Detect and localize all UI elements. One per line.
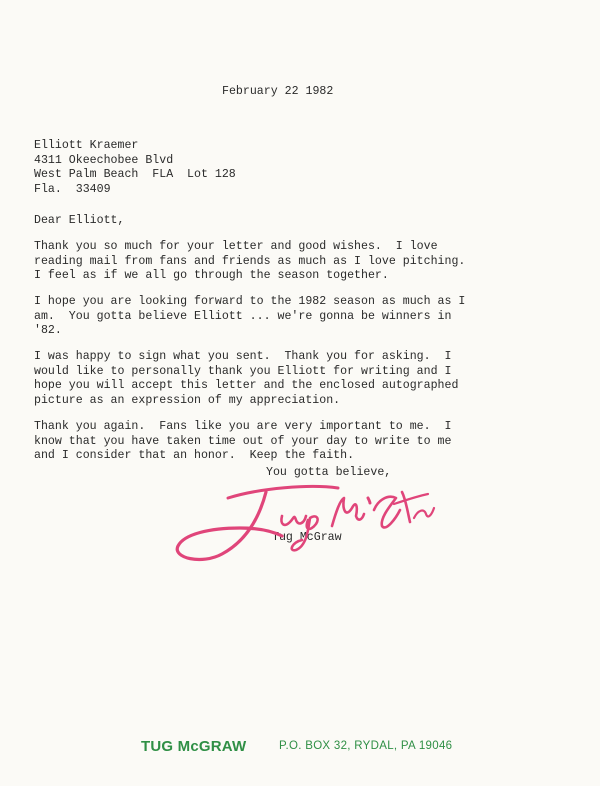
paragraph-line: I hope you are looking forward to the 1982 season as much as I bbox=[34, 295, 466, 308]
paragraph-line: I was happy to sign what you sent. Thank you for asking. I bbox=[34, 350, 452, 363]
closing-line: You gotta believe, bbox=[266, 466, 392, 479]
paragraph-line: know that you have taken time out of your day to write to me bbox=[34, 435, 452, 448]
salutation: Dear Elliott, bbox=[34, 214, 125, 227]
footer-name: TUG McGRAW bbox=[141, 738, 247, 755]
paragraph-line: reading mail from fans and friends as much as I love pitching. bbox=[34, 255, 466, 268]
paragraph-line: and I consider that an honor. Keep the faith. bbox=[34, 449, 355, 462]
typed-signature-name: Tug McGraw bbox=[272, 531, 342, 544]
recipient-street: 4311 Okeechobee Blvd bbox=[34, 154, 174, 167]
letterhead-footer bbox=[0, 738, 600, 758]
letter-date: February 22 1982 bbox=[222, 85, 334, 98]
paragraph-line: Thank you so much for your letter and good wishes. I love bbox=[34, 240, 438, 253]
paragraph-line: am. You gotta believe Elliott ... we're gonna be winners in bbox=[34, 310, 452, 323]
paragraph-line: hope you will accept this letter and the enclosed autographed bbox=[34, 379, 459, 392]
recipient-name: Elliott Kraemer bbox=[34, 139, 139, 152]
paragraph-line: '82. bbox=[34, 324, 62, 337]
paragraph-line: Thank you again. Fans like you are very important to me. I bbox=[34, 420, 452, 433]
recipient-city: West Palm Beach FLA Lot 128 bbox=[34, 168, 236, 181]
paragraph-line: picture as an expression of my appreciation. bbox=[34, 394, 341, 407]
paragraph-line: would like to personally thank you Elliott for writing and I bbox=[34, 365, 452, 378]
paragraph-line: I feel as if we all go through the season together. bbox=[34, 269, 389, 282]
handwritten-signature bbox=[170, 470, 440, 570]
recipient-state-zip: Fla. 33409 bbox=[34, 183, 111, 196]
footer-address: P.O. BOX 32, RYDAL, PA 19046 bbox=[279, 740, 453, 752]
